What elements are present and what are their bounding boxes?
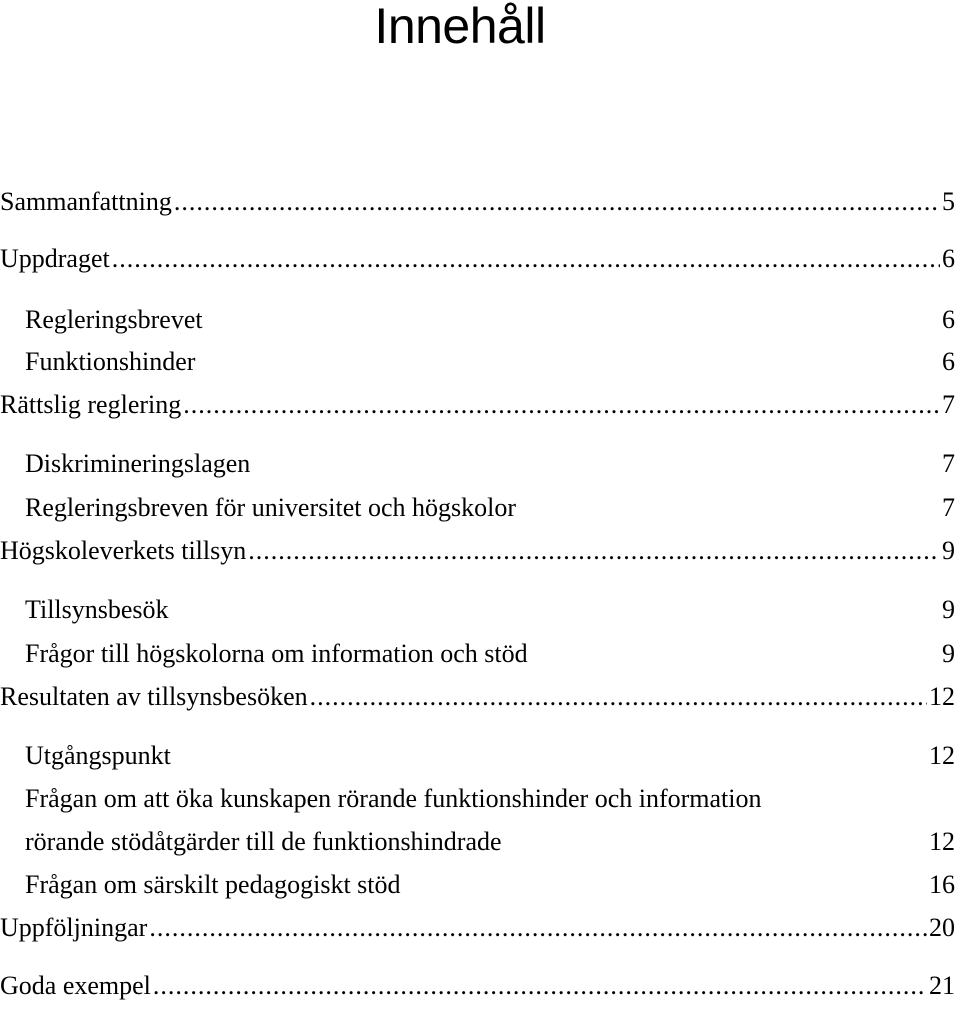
toc-subentry-diskrimineringslagen[interactable] [25, 448, 955, 480]
toc-entry-page: 9 [942, 639, 955, 668]
toc-subentry-regleringsbreven[interactable] [25, 492, 955, 524]
toc-entry-label: Resultaten av tillsynsbesöken [0, 682, 308, 711]
toc-entry-page: 6 [942, 347, 955, 376]
leader-dots [174, 186, 940, 218]
toc-entry-label: Regleringsbreven för universitet och högskolor [25, 493, 516, 522]
toc-entry-resultaten[interactable] [0, 681, 955, 713]
toc-entry-page: 7 [942, 449, 955, 478]
toc-entry-label: Högskoleverkets tillsyn [0, 536, 247, 565]
toc-entry-page: 12 [929, 741, 955, 770]
leader-dots [183, 389, 940, 421]
toc-entry-label: Goda exempel [0, 971, 151, 1000]
toc-entry-label: Utgångspunkt [25, 741, 171, 770]
toc-entry-page: 9 [942, 595, 955, 624]
toc-entry-goda-exempel[interactable] [0, 970, 955, 1002]
leader-dots [310, 681, 927, 713]
toc-entry-sammanfattning[interactable] [0, 186, 955, 218]
toc-subentry-regleringsbrevet[interactable] [25, 304, 955, 336]
toc-entry-page: 7 [942, 390, 955, 419]
toc-subentry-pedagogiskt-stod[interactable] [25, 869, 955, 901]
toc-entry-page: 6 [942, 305, 955, 334]
toc-entry-label: Frågan om särskilt pedagogiskt stöd [25, 870, 401, 899]
leader-dots [153, 970, 927, 1002]
toc-entry-page: 5 [942, 187, 955, 216]
toc-entry-page: 6 [942, 244, 955, 273]
toc-entry-hogskoleverkets-tillsyn[interactable] [0, 535, 955, 567]
toc-entry-label: Uppföljningar [0, 913, 148, 942]
toc-entry-label: Rättslig reglering [0, 390, 182, 419]
toc-entry-rattslig-reglering[interactable] [0, 389, 955, 421]
toc-entry-label: Diskrimineringslagen [25, 449, 251, 478]
toc-entry-page: 9 [942, 536, 955, 565]
toc-entry-label: Frågan om att öka kunskapen rörande funktionshinder och information [25, 784, 762, 813]
toc-entry-page: 7 [942, 493, 955, 522]
page-title: Innehåll [374, 0, 546, 54]
toc-entry-label: Tillsynsbesök [25, 595, 169, 624]
toc-entry-uppdraget[interactable] [0, 243, 955, 275]
toc-entry-page: 16 [929, 870, 955, 899]
toc-entry-label: Uppdraget [0, 244, 110, 273]
toc-entry-label: Frågor till högskolorna om information och stöd [25, 639, 528, 668]
leader-dots [112, 243, 940, 275]
toc-entry-label: Sammanfattning [0, 187, 172, 216]
toc-subentry-fragan-om-kunskapen-line1[interactable] [25, 783, 955, 815]
toc-entry-uppfoljningar[interactable] [0, 912, 955, 944]
toc-subentry-funktionshinder[interactable] [25, 346, 955, 378]
toc-entry-page: 12 [929, 682, 955, 711]
toc-subentry-fragan-om-kunskapen-line2[interactable] [25, 826, 955, 858]
toc-subentry-fragor-till-hogskolorna[interactable] [25, 638, 955, 670]
toc-entry-page: 20 [929, 913, 955, 942]
toc-subentry-tillsynsbesok[interactable] [25, 594, 955, 626]
toc-entry-page: 21 [929, 971, 955, 1000]
leader-dots [149, 912, 927, 944]
toc-entry-label: Funktionshinder [25, 347, 196, 376]
toc-subentry-utgangspunkt[interactable] [25, 740, 955, 772]
toc-entry-label: rörande stödåtgärder till de funktionshindrade [25, 827, 502, 856]
toc-entry-label: Regleringsbrevet [25, 305, 203, 334]
toc-entry-page: 12 [929, 827, 955, 856]
leader-dots [248, 535, 940, 567]
